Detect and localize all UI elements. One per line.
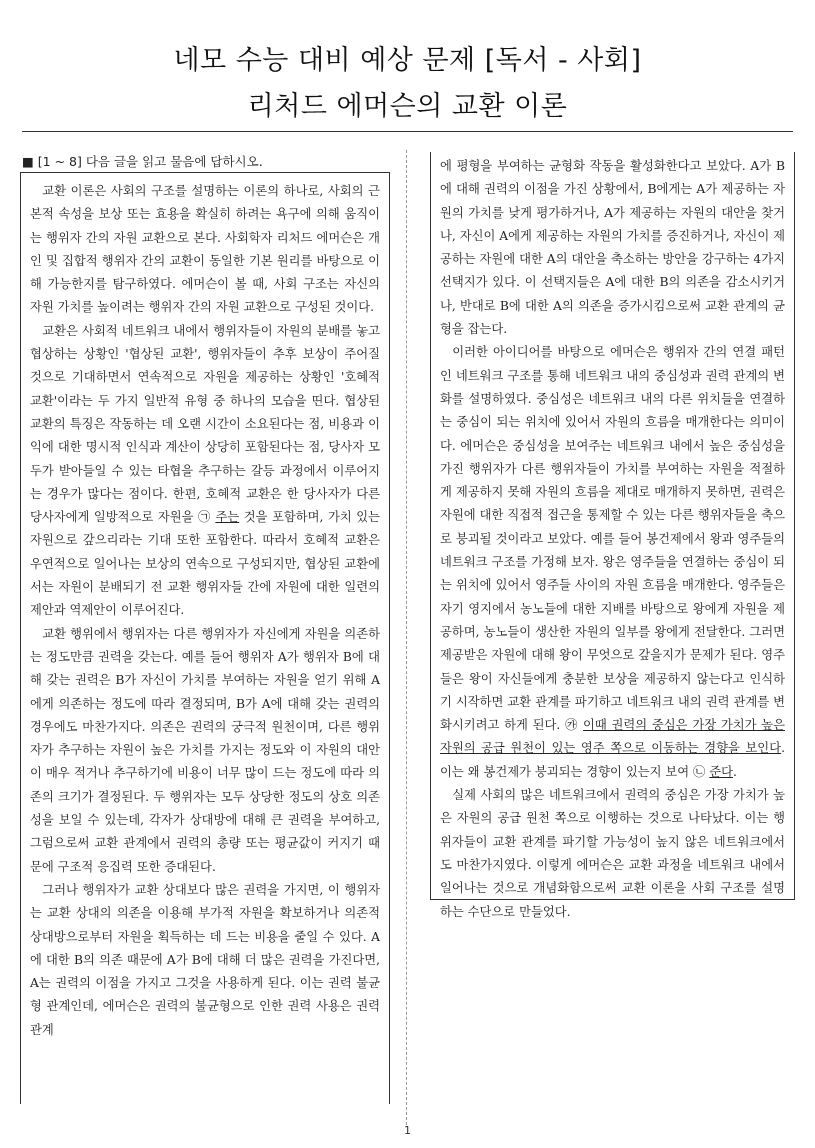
paragraph <box>440 341 785 784</box>
paragraph: 그러나 행위자가 교환 상대보다 많은 권력을 가지면, 이 행위자는 교환 상대의 의존을 이용해 부가적 자원을 확보하거나 의존적 상대방으로부터 자원을 획득하는 데 드는 비용을 줄일 수 있다. A에 대한 B의 의존 때문에 A가 B에 대해 더 많은 권력을 가진다면, A는 권력의 이점을 가지고 그것을 사용하게 된다. 이는 권력 불균형 관계인데, 에머슨은 권력의 불균형으로 인한 권력 사용은 권력 관계 <box>30 882 380 1037</box>
text-span: 것을 포함하며, 가치 있는 자원으로 갚으리라는 기대 또한 포함한다. 따라서 호혜적 교환은 우연적으로 일어나는 보상의 연속으로 구성되지만, 협상된 교환에서는 자원이 분배되기 전 교환 행위자들 간에 자원에 대한 일련의 제안과 역제안이 이루어진다. <box>30 510 380 618</box>
passage-right-column <box>430 152 795 919</box>
title-divider <box>22 131 793 132</box>
exam-title: 네모 수능 대비 예상 문제 [독서 - 사회] <box>173 45 642 76</box>
passage-title: 리처드 에머슨의 교환 이론 <box>247 91 568 122</box>
text-span: 이러한 아이디어를 바탕으로 에머슨은 행위자 간의 연결 패턴인 네트워크 구조를 통해 네트워크 내의 중심성과 권력 관계의 변화를 설명하였다. 중심성은 네트워크 내의 다른 위치들을 연결하는 중심이 되는 위치에 있어서 자원의 흐름을 매개한다는 의미이다. 에머슨은 중심성을 보여주는 네트워크 내에서 높은 중심성을 가진 행위자가 다른 행위자들이 가치를 부여하는 자원을 적절하게 제공하지 못해 자원의 흐름을 제대로 매개하지 못하면, 권력은 자원에 대한 직접적 접근을 통제할 수 있는 다른 행위자들을 축으로 붕괴될 것이라고 보았다. 예를 들어 봉건제에서 왕과 영주들의 네트워크 구조를 가정해 보자. 왕은 영주들을 연결하는 중심이 되는 위치에 있어서 영주들 사이의 자원 흐름을 매개한다. 영주들은 자기 영지에서 농노들에 대한 지배를 바탕으로 왕에게 자원을 제공하며, 농노들이 생산한 자원의 일부를 왕에게 전달한다. 그러면 제공받은 자원에 대해 왕이 무엇으로 갚을지가 문제가 된다. 영주들은 왕이 자신들에게 충분한 보상을 제공하지 않는다고 인식하기 시작하면 교환 관계를 파기하고 네트워크 내의 권력 관계를 변화시키려고 하게 된다. ㉮ <box>440 345 785 733</box>
paragraph: 교환 이론은 사회의 구조를 설명하는 이론의 하나로, 사회의 근본적 속성을 보상 또는 효용을 확실히 하려는 욕구에 의해 움직이는 행위자 간의 자원 교환으로 본다. 사회학자 리처드 에머슨은 개인 및 집합적 행위자 간의 교환이 동일한 기본 원리를 바탕으로 이해 가능한지를 탐구하였다. 에머슨이 볼 때, 사회 구조는 자신의 자원 가치를 높이려는 행위자 간의 자원 교환으로 구성된 것이다. <box>30 184 380 315</box>
paragraph: 실제 사회의 많은 네트워크에서 권력의 중심은 가장 가치가 높은 자원의 공급 원천 쪽으로 이행하는 것으로 나타났다. 이는 행위자들이 교환 관계를 파기할 가능성이 높지 않은 네트워크에서도 마찬가지였다. 이렇게 에머슨은 교환 과정을 네트워크 내에서 일어나는 것으로 개념화함으로써 교환 이론을 사회 구조를 설명하는 수단으로 만들었다. <box>440 788 785 919</box>
question-instruction: ■ [1 ~ 8] 다음 글을 읽고 물음에 답하시오. <box>22 154 263 169</box>
underlined-word-b: 준다 <box>709 764 734 779</box>
underlined-word-a: 주는 <box>215 510 240 525</box>
paragraph-continued: 에 평형을 부여하는 균형화 작동을 활성화한다고 보았다. A가 B에 대해 권력의 이점을 가진 상황에서, B에게는 A가 제공하는 자원의 가치를 낮게 평가하거나, A가 제공하는 자원의 대안을 찾거나, 자신이 A에게 제공하는 자원의 가치를 증진하거나, 자신이 제공하는 자원에 대한 A의 대안을 축소하는 방안을 강구하는 4가지 선택지가 있다. 이 선택지들은 A에 대한 B의 의존을 감소시키거나, 반대로 B에 대한 A의 의존을 증가시킴으로써 교환 관계의 균형을 잡는다. <box>440 159 785 337</box>
page-number: 1 <box>404 1124 411 1137</box>
text-span: . 이는 왜 봉건제가 붕괴되는 경향이 있는지 보여 ㉡ <box>440 741 785 779</box>
column-divider <box>406 150 407 1125</box>
paragraph <box>30 320 380 623</box>
text-span: . <box>733 764 737 779</box>
passage-left-column <box>20 172 390 1104</box>
text-span: 교환은 사회적 네트워크 내에서 행위자들이 자원의 분배를 놓고 협상하는 상황인 '협상된 교환', 행위자들이 추후 보상이 주어질 것으로 기대하면서 연속적으로 자원을 제공하는 상황인 '호혜적 교환'이라는 두 가지 일반적 유형 중 하나의 모습을 띤다. 협상된 교환의 특징은 작동하는 데 오랜 시간이 소요된다는 점, 비용과 이익에 대한 명시적 인식과 계산이 상당히 포함된다는 점, 당사자 모두가 받아들일 수 있는 타협을 추구하는 갈등 과정에서 이루어지는 경우가 많다는 점이다. 한편, 호혜적 교환은 한 당사자가 다른 당사자에게 일방적으로 자원을 ㉠ <box>30 323 380 525</box>
paragraph: 교환 행위에서 행위자는 다른 행위자가 자신에게 자원을 의존하는 정도만큼 권력을 갖는다. 예를 들어 행위자 A가 행위자 B에 대해 갖는 권력은 B가 자신이 가치를 부여하는 자원을 얻기 위해 A에게 의존하는 정도에 따라 결정되며, B가 A에 대해 갖는 권력의 경우에도 마찬가지다. 의존은 권력의 궁극적 원천이며, 다른 행위자가 추구하는 자원이 높은 가치를 가지는 정도와 이 자원의 대안이 매우 적거나 추구하기에 비용이 너무 많이 드는 정도에 따라 의존의 크기가 결정된다. 두 행위자는 모두 상당한 정도의 상호 의존성을 보일 수 있는데, 각자가 상대방에 대해 큰 권력을 부여하고, 그럼으로써 교환 관계에서 권력의 총량 또는 평균값이 커지기 때문에 구조적 응집력 또한 증대된다. <box>30 626 380 874</box>
underlined-sentence-ga: 이때 권력의 중심은 가장 가치가 높은 자원의 공급 원천이 있는 영주 쪽으로 이동하는 경향을 보인다 <box>440 718 785 756</box>
